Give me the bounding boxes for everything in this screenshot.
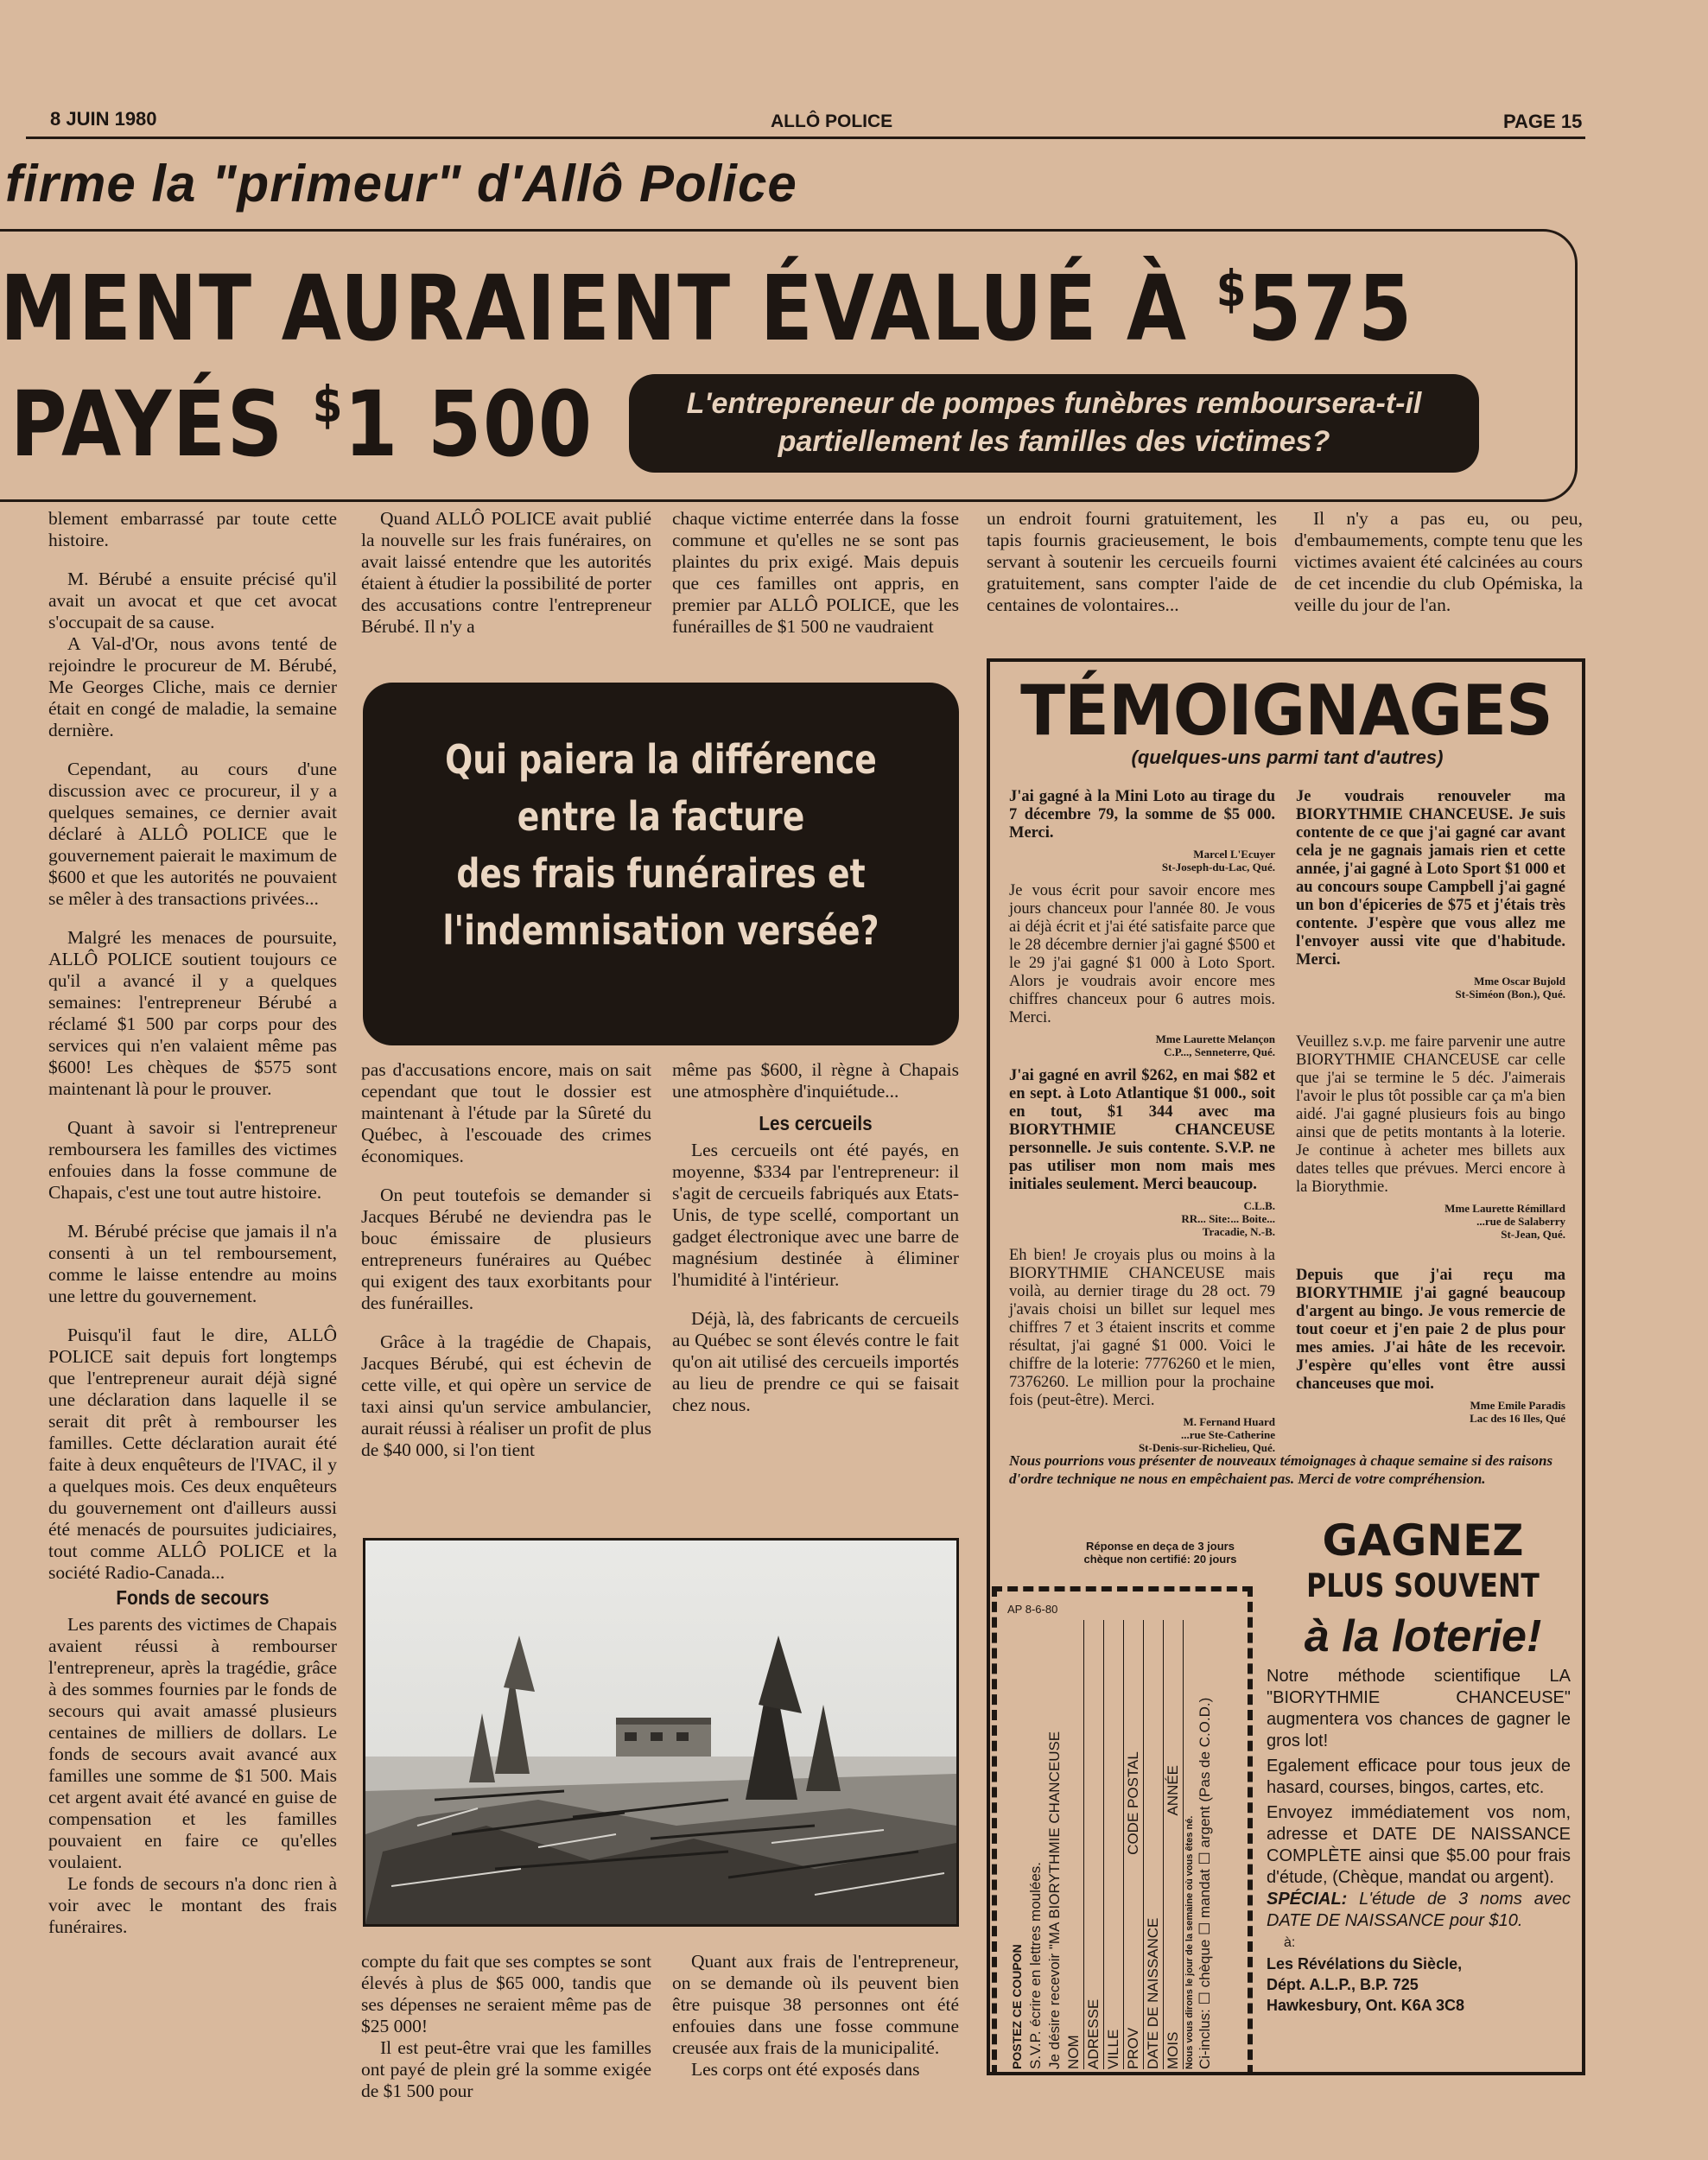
reply-time-note: Réponse en deça de 3 jours chèque non certifié: 20 jours [1083,1540,1237,1566]
news-photo [363,1538,959,1927]
ad-body-3: Envoyez immédiatement vos nom, adresse et DATE DE NAISSANCE COMPLÈTE ainsi que $5.00 pour frais d'étude, (Chèque, mandat ou argent). [1267,1803,1571,1887]
paragraph: blement embarrassé par toute cette histoire. [48,508,337,550]
paragraph: Il n'y a pas eu, ou peu, d'embaumements, compte tenu que les victimes avaient été calcinées au cours de cet incendie du club Opémiska, la veille du jour de l'an. [1294,508,1583,615]
subhead-les-cercueils: Les cercueils [759,1112,873,1134]
testimonial-signature: C.L.B. RR... Site:... Boite... Tracadie, N.-B. [1181,1199,1275,1238]
deck-line-2: partiellement les familles des victimes? [778,425,1330,458]
article-column-3-bottom [672,1951,959,2098]
paragraph: Quant aux frais de l'entrepreneur, on se demande où ils peuvent bien être puisque 38 personnes ont été enfouies dans une fosse commune creusée aux frais de la municipalité. [672,1951,959,2058]
testimonials-left [1009,788,1275,1463]
article-column-4 [987,508,1277,633]
paragraph: même pas $600, il règne à Chapais une atmosphère d'inquiétude... [672,1059,959,1102]
coupon-code: AP 8-6-80 [1007,1603,1058,1616]
gagnez-block [1267,1516,1579,1665]
paragraph: Quand ALLÔ POLICE avait publié la nouvelle sur les frais funéraires, on avait laissé entendre que les autorités étaient à étudier la possibilité de porter des accusations contre l'entrepreneur Bérubé. Il n'y a [361,508,651,637]
testimonial: Je voudrais renouveler ma BIORYTHMIE CHANCEUSE. Je suis contente de ce que j'ai gagné car avant cela je ne gagnais jamais rien et cette année, j'ai gagné à Loto Sport $1 000 et au concours soupe Campbell j'ai gagné un bon d'épiceries de $75 et j'étais très contente. J'espère que vous allez me l'envoyer aussi vite que d'habitude. Merci. [1296,788,1565,969]
pullquote-text [363,731,959,959]
coupon-instruction: S.V.P. écrire en lettres moulées. [1027,1861,1044,2069]
paragraph: Cependant, au cours d'une discussion avec ce procureur, il y a quelques semaines, ce dernier avait déclaré à ALLÔ POLICE que le gouvernement paierait le maximum de $600 et que les autorités ne pouvaient se mêler à des transactions privées... [48,759,337,909]
testimonial-signature: Mme Emile Paradis Lac des 16 Iles, Qué [1470,1399,1565,1425]
article-column-3-middle [672,1059,959,1433]
coupon-request: Je désire recevoir "MA BIORYTHMIE CHANCEUSE [1046,1731,1063,2069]
paragraph: A Val-d'Or, nous avons tenté de rejoindre le procureur de M. Bérubé, Me Georges Cliche, mais ce dernier était en congé de maladie, la semaine dernière. [48,633,337,740]
pullquote-line: entre la facture [517,793,805,840]
coupon-name-field[interactable]: NOM [1064,1620,1084,2069]
paragraph: chaque victime enterrée dans la fosse commune et qu'elles ne se sont pas plaintes du prix exigé. Mais depuis que ces familles ont appris, en premier par ALLÔ POLICE, que les funérailles de $1 500 ne vaudraient [672,508,959,637]
paragraph: pas d'accusations encore, mais on sait cependant que tout le dossier est maintenant à l'étude par la Sûreté du Québec, à l'escouade des crimes économiques. [361,1059,651,1166]
testimonial-signature: Mme Laurette Melançon C.P..., Senneterre, Qué. [1155,1032,1275,1058]
article-column-2-bottom [361,1951,651,2119]
ad-special: SPÉCIAL: L'étude de 3 noms avec DATE DE NAISSANCE pour $10. [1267,1890,1571,1930]
paragraph: Le fonds de secours n'a donc rien à voir avec le montant des frais funéraires. [48,1873,337,1937]
article-column-2-middle [361,1059,651,1478]
coupon-birthdate-field[interactable]: DATE DE NAISSANCE [1144,1620,1164,2069]
ad-footer-note: Nous pourrions vous présenter de nouveaux témoignages à chaque semaine si des raisons d'ordre technique ne nous en empêchaient pas. Merci de votre compréhension. [1009,1452,1553,1487]
article-column-2-top [361,508,651,655]
testimonial-signature: Marcel L'Ecuyer St-Joseph-du-Lac, Qué. [1161,848,1275,874]
publication-name: ALLÔ POLICE [771,111,893,131]
loterie-heading: à la loterie! [1304,1611,1542,1661]
testimonial: J'ai gagné à la Mini Loto au tirage du 7 décembre 79, la somme de $5 000. Merci. [1009,788,1275,842]
pullquote-line: des frais funéraires et [456,850,866,897]
paragraph: Quant à savoir si l'entrepreneur remboursera les familles des victimes enfouies dans la fosse commune de Chapais, c'est une tout autre histoire. [48,1117,337,1203]
headline-line2: PAYÉS $1 500 [10,372,594,477]
paragraph: Les cercueils ont été payés, en moyenne, $334 par l'entrepreneur: il s'agit de cercueils fabriqués aux Etats-Unis, de type scellé, comportant un gadget électronique avec une barre de magnésium destinée à éliminer l'humidité à l'intérieur. [672,1140,959,1290]
ad-address-label: à: [1284,1935,1296,1950]
paragraph: Il est peut-être vrai que les familles ont payé de plein gré la somme exigée de $1 500 pour [361,2037,651,2101]
ad-body-1: Notre méthode scientifique LA "BIORYTHMIE CHANCEUSE" augmentera vos chances de gagner le gros lot! [1267,1667,1571,1750]
pullquote-line: l'indemnisation versée? [442,907,879,954]
header-rule [26,137,1585,139]
ad-title: TÉMOIGNAGES [1020,670,1552,751]
paragraph: Les parents des victimes de Chapais avaient réussi à rembourser l'entrepreneur, après la tragédie, grâce à des sommes fournies par le fonds de secours qui avait amassé plusieurs centaines de milliers de dollars. Le fonds de secours avait avancé aux familles une somme de $1 500. Mais cet argent avait été avancé en guise de compensation et les familles pouvaient en faire ce qu'elles voulaient. [48,1614,337,1872]
testimonial-signature: Mme Oscar Bujold St-Siméon (Bon.), Qué. [1455,975,1565,1001]
paragraph: On peut toutefois se demander si Jacques Bérubé ne deviendra pas le bouc émissaire de plusieurs entrepreneurs funéraires au Québec qui exigent des taux exorbitants pour des funérailles. [361,1185,651,1313]
coupon-address-field[interactable]: ADRESSE [1084,1620,1104,2069]
coupon-rotated [1007,1620,1232,2069]
issue-date: 8 JUIN 1980 [50,108,157,130]
article-column-1 [48,508,337,1955]
deck-box [629,374,1479,473]
coupon-note: Nous vous dirons le jour de la semaine où vous êtes né. [1184,1815,1195,2069]
paragraph: un endroit fourni gratuitement, les tapis fournis gracieusement, le bois servant à soutenir les cercueils fourni gratuitement, sans compter l'aide de centaines de volontaires... [987,508,1277,615]
paragraph: Malgré les menaces de poursuite, ALLÔ POLICE soutient toujours ce qu'il a avancé il y a quelques semaines: l'entrepreneur Bérubé a réclamé $1 500 par corps pour des services qui n'en valaient même pas $600! Les chèques de $575 sont maintenant là pour le prouver. [48,927,337,1099]
gagnez-heading: GAGNEZ [1322,1515,1524,1566]
paragraph: M. Bérubé précise que jamais il n'a consenti à un tel remboursement, comme le laisse entendre au moins une lettre du gouvernement. [48,1221,337,1306]
paragraph: compte du fait que ses comptes se sont élevés à plus de $65 000, tandis que ses dépenses ne seraient même pas de $25 000! [361,1951,651,2036]
testimonial: Veuillez s.v.p. me faire parvenir une autre BIORYTHMIE CHANCEUSE car celle que j'ai se termine le 5 déc. J'aimerais l'avoir le plus tôt possible car ça m'a bien aidé. J'ai gagné plusieurs fois au bingo ainsi que de petits montants à la loterie. Je continue à acheter mes billets aux dates telles que prévues. Merci encore à la Biorythmie. [1296,1033,1565,1196]
coupon-postez: POSTEZ CE COUPON [1010,1944,1024,2069]
subhead-fonds-de-secours: Fonds de secours [116,1586,270,1609]
pullquote-line: Qui paiera la différence [445,736,877,783]
testimonial: Depuis que j'ai reçu ma BIORYTHMIE j'ai gagné beaucoup d'argent au bingo. Je vous remercie de tout coeur et j'en paie 2 de plus pour mes amies. J'ai hâte de les recevoir. J'espère qu'elles vont être aussi chanceuses que moi. [1296,1267,1565,1393]
page-number: PAGE 15 [1503,111,1583,132]
photo-scene [365,1541,956,1924]
testimonial-signature: M. Fernand Huard ...rue Ste-Catherine St-Denis-sur-Richelieu, Qué. [1138,1415,1275,1454]
paragraph: Les corps ont été exposés dans [691,2059,920,2080]
ad-body-2: Egalement efficace pour tous jeux de hasard, courses, bingos, cartes, etc. [1267,1757,1571,1797]
testimonial: Eh bien! Je croyais plus ou moins à la BIORYTHMIE CHANCEUSE mais voilà, au dernier tirage du 28 oct. 79 j'avais choisi un billet sur lequel mes chiffres 7 et 3 étaient inscrits et comme résultat, j'ai gagné $1 000. Voici le chiffre de la loterie: 7776260 et le mien, 7376260. Le million pour la prochaine fois (peut-être). Merci. [1009,1247,1275,1409]
kicker-headline: firme la "primeur" d'Allô Police [5,155,797,213]
article-column-5 [1294,508,1583,633]
testimonial: J'ai gagné en avril $262, en mai $82 et en sept. à Loto Atlantique $1 000., soit en tout, $1 344 avec ma BIORYTHMIE CHANCEUSE personnelle. Je suis contente. S.V.P. ne pas utiliser mon nom mais mes initiales seulement. Merci beaucoup. [1009,1067,1275,1193]
coupon-city-field[interactable]: VILLE [1104,1620,1124,2069]
paragraph: Déjà, là, des fabricants de cercueils au Québec se sont élevés contre le fait qu'on ait utilisé des cercueils importés au lieu de prendre ce qui se faisait chez nous. [672,1308,959,1415]
article-column-3-top [672,508,959,655]
headline-line1: MENT AURAIENT ÉVALUÉ À $575 [0,256,1414,361]
ad-subtitle: (quelques-uns parmi tant d'autres) [1131,746,1444,768]
ad-address: Les Révélations du Siècle, Dépt. A.L.P., B.P. 725 Hawkesbury, Ont. K6A 3C8 [1267,1955,1465,2014]
coupon-payment-options[interactable]: Ci-inclus: ☐ chèque ☐ mandat ☐ argent (Pas de C.O.D.) [1197,1697,1213,2069]
paragraph: M. Bérubé a ensuite précisé qu'il avait un avocat et que cet avocat s'occupait de sa cause. [48,569,337,632]
testimonial-signature: Mme Laurette Rémillard ...rue de Salaberry St-Jean, Qué. [1444,1202,1565,1241]
plus-souvent-heading: PLUS SOUVENT [1306,1567,1540,1604]
ad-body-copy [1267,1666,1571,2016]
coupon-month-year-field[interactable]: MOIS ANNÉE [1164,1620,1184,2069]
testimonial: Je vous écrit pour savoir encore mes jours chanceux pour l'année 80. Je vous ai déjà écrit et j'ai été satisfaite parce que le 28 décembre dernier j'ai gagné $500 et le 29 j'ai gagné $1 000 à Loto Sport. Alors je voudrais avoir encore mes chiffres chanceux pour 6 autres mois. Merci. [1009,882,1275,1026]
coupon-prov-field[interactable]: PROV CODE POSTAL [1124,1620,1144,2069]
paragraph: Grâce à la tragédie de Chapais, Jacques Bérubé, qui est échevin de cette ville, et qui opère un service de taxi ainsi qu'un service ambulancier, aurait réussi à réaliser un profit de plus de $40 000, si l'on tient [361,1331,651,1460]
deck-line-1: L'entrepreneur de pompes funèbres remboursera-t-il [686,387,1422,420]
testimonials-right [1296,788,1565,1433]
paragraph: Puisqu'il faut le dire, ALLÔ POLICE sait depuis fort longtemps que l'entrepreneur aurait déjà signé une déclaration dans laquelle il se serait dit prêt à rembourser les familles. Cette déclaration aurait été faite à deux enquêteurs de l'IVAC, il y a quelques mois. Ces deux enquêteurs du gouvernement ont d'ailleurs aussi été menacés de poursuites judiciaires, tout comme ALLÔ POLICE et la société Radio-Canada... [48,1325,337,1583]
